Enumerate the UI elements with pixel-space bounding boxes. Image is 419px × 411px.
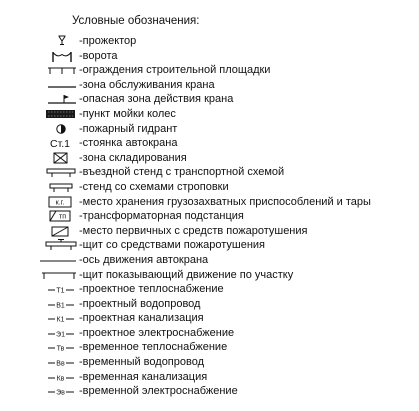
traffic-shield-icon: [30, 268, 78, 283]
site-fence-icon: [30, 63, 78, 78]
lifting-storage-icon: [30, 195, 78, 210]
sewer-line-icon: [30, 311, 78, 326]
line-code: Вв: [56, 360, 65, 368]
line-code: Кв: [56, 375, 65, 383]
gate-icon: [30, 49, 78, 64]
legend-row: [0, 340, 419, 355]
legend-label: -проектная канализация: [79, 312, 204, 325]
fire-hydrant-icon: [30, 122, 78, 137]
legend-rows: [0, 34, 419, 399]
legend-title: Условные обозначения:: [72, 15, 200, 27]
wheel-wash-icon: [30, 107, 78, 122]
slinging-stand-icon: [30, 180, 78, 195]
legend-row: [0, 151, 419, 166]
crane-axis-icon: [30, 253, 78, 268]
legend-label: -щит со средствами пожаротушения: [79, 239, 266, 252]
temp-sewer-line-icon: [30, 370, 78, 385]
legend-label: -проектное теплоснабжение: [79, 283, 224, 296]
line-code: К1: [56, 316, 65, 324]
legend-row: [0, 311, 419, 326]
heat-supply-line-icon: [30, 282, 78, 297]
legend-row: [0, 136, 419, 151]
legend-label: -щит показывающий движение по участку: [79, 268, 294, 281]
line-code: Тв: [56, 345, 65, 353]
legend-row: [0, 78, 419, 93]
legend-label: -опасная зона действия крана: [79, 93, 234, 106]
legend-row: [0, 107, 419, 122]
legend-row: [0, 224, 419, 239]
legend-label: -место первичных с средств пожаротушения: [79, 224, 308, 237]
line-code: Т1: [56, 287, 65, 295]
projector-icon: [30, 34, 78, 49]
legend-label: -временная канализация: [79, 370, 208, 383]
crane-parking-icon: [30, 136, 78, 151]
legend-row: [0, 384, 419, 399]
crane-danger-zone-icon: [30, 92, 78, 107]
crane-parking-code: Ст.1: [50, 138, 70, 151]
legend-label: -въездной стенд с транспортной схемой: [79, 166, 285, 179]
legend-label: -пожарный гидрант: [79, 122, 178, 135]
legend-row: [0, 180, 419, 195]
line-code: В1: [56, 302, 65, 310]
water-supply-line-icon: [30, 297, 78, 312]
transformer-substation-icon: [30, 209, 78, 224]
legend-label: -ось движения автокрана: [79, 253, 209, 266]
legend-label: -ограждения строительной площадки: [79, 64, 271, 77]
legend-label: -проектный водопровод: [79, 297, 201, 310]
legend-row: [0, 370, 419, 385]
legend-row: [0, 268, 419, 283]
legend-label: -стенд со схемами строповки: [79, 180, 229, 193]
temp-heat-supply-line-icon: [30, 340, 78, 355]
legend-row: [0, 209, 419, 224]
legend-row: [0, 34, 419, 49]
legend-label: -прожектор: [79, 35, 137, 47]
legend-label: -пункт мойки колес: [79, 107, 176, 120]
legend-label: -проектное электроснабжение: [79, 326, 235, 339]
legend-label: -зона складирования: [79, 151, 187, 164]
crane-service-zone-icon: [30, 78, 78, 93]
legend-row: [0, 238, 419, 253]
transformer-code: тп: [59, 213, 66, 221]
legend-row: [0, 165, 419, 180]
legend-row: [0, 253, 419, 268]
fire-shield-icon: [30, 238, 78, 253]
legend-row: [0, 282, 419, 297]
legend-row: [0, 297, 419, 312]
legend-row: [0, 195, 419, 210]
legend-row: [0, 49, 419, 64]
legend-row: [0, 355, 419, 370]
legend-label: -временное теплоснабжение: [79, 341, 228, 354]
legend-row: [0, 92, 419, 107]
legend-label: -ворота: [79, 49, 118, 62]
temp-power-line-icon: [30, 384, 78, 399]
legend-label: -временной электроснабжение: [79, 385, 238, 398]
legend-label: -зона обслуживания крана: [79, 78, 215, 91]
legend-row: [0, 326, 419, 341]
storage-zone-icon: [30, 151, 78, 166]
legend-label: -стоянка автокрана: [79, 137, 178, 150]
legend-label: -место хранения грузозахватных приспособлений и тары: [79, 195, 371, 208]
line-code: Эв: [56, 389, 65, 397]
legend-row: [0, 63, 419, 78]
line-code: Э1: [56, 331, 65, 339]
legend-label: -трансформаторная подстанция: [79, 210, 244, 223]
lifting-storage-code: к.г.: [55, 199, 65, 207]
legend-row: [0, 122, 419, 137]
power-line-icon: [30, 326, 78, 341]
fire-equipment-place-icon: [30, 224, 78, 239]
entry-stand-icon: [30, 165, 78, 180]
legend-label: -временный водопровод: [79, 356, 205, 369]
temp-water-supply-line-icon: [30, 355, 78, 370]
